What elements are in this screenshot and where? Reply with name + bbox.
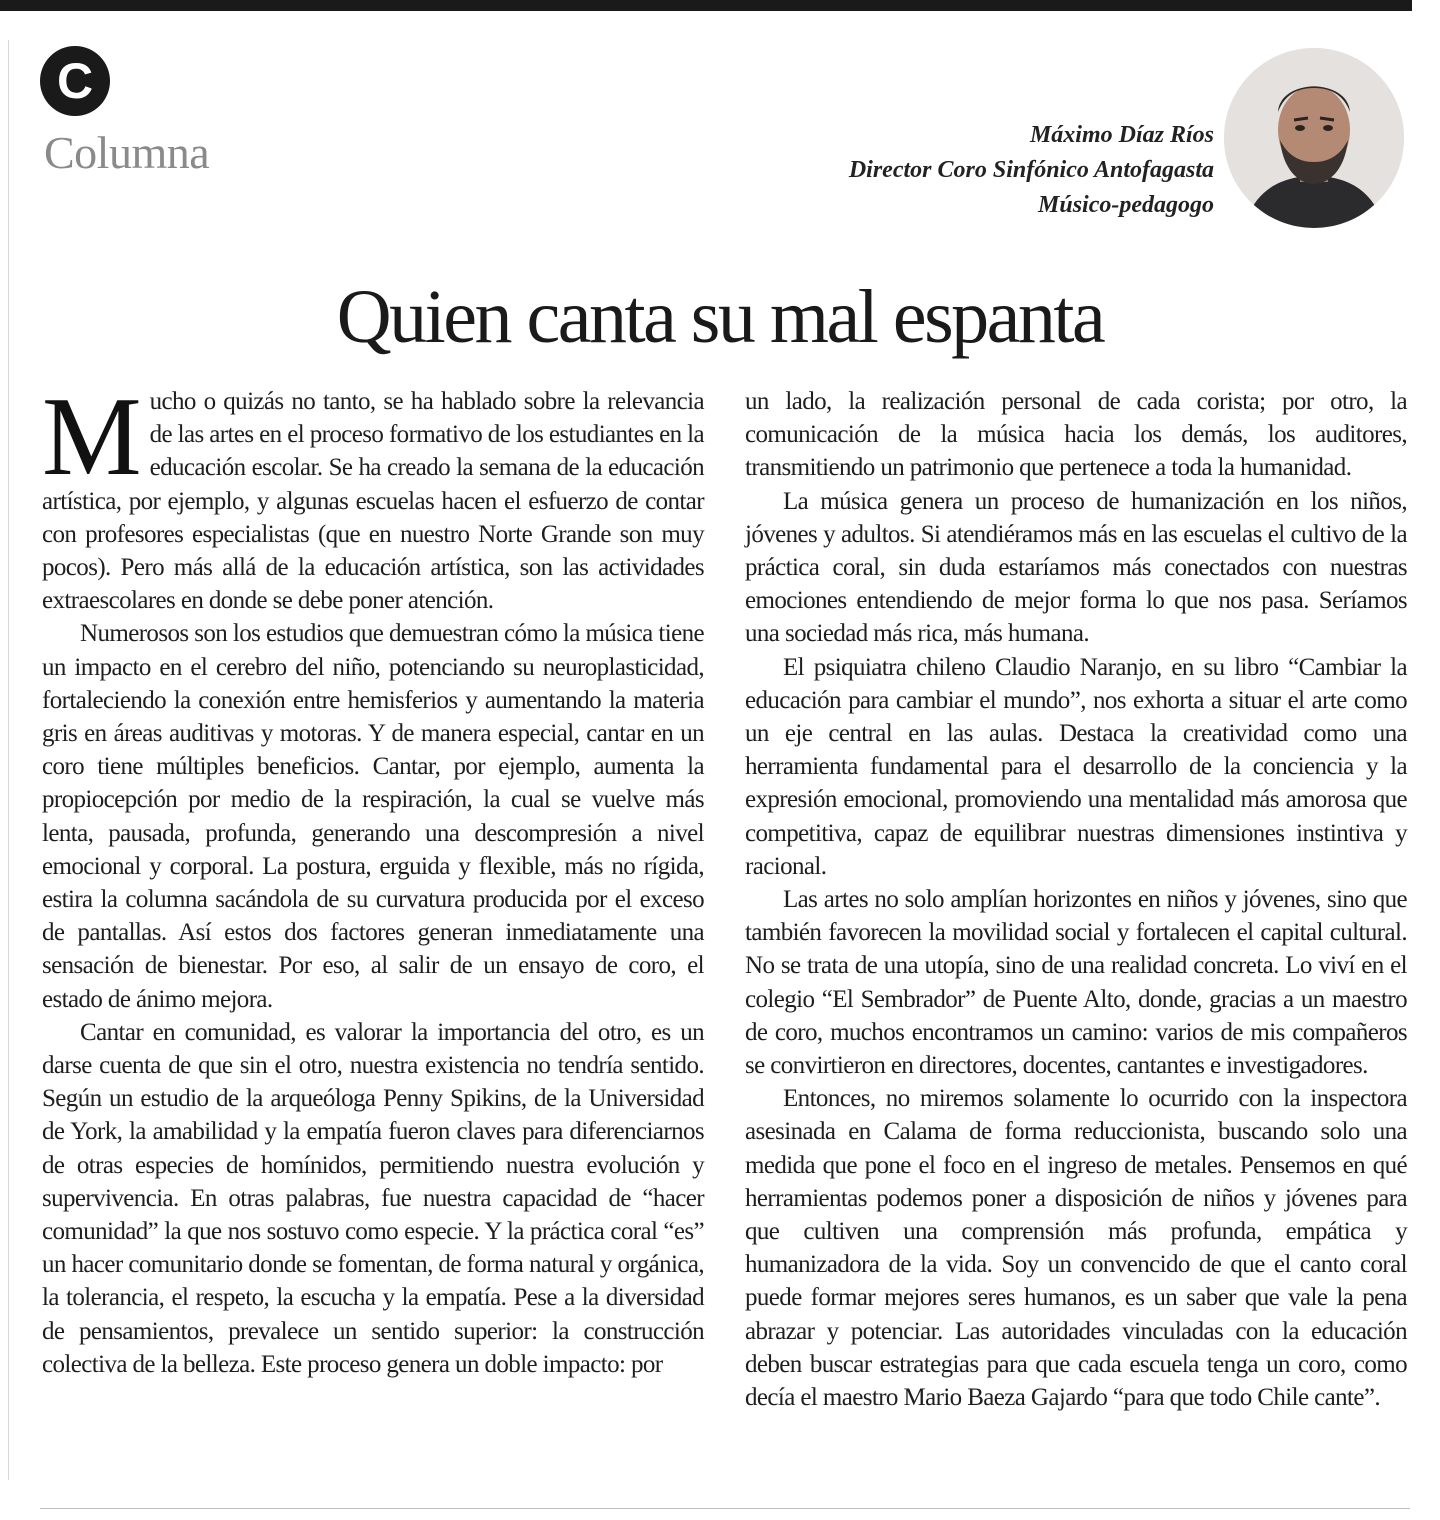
section-badge: C: [40, 46, 110, 116]
left-margin-rule: [8, 40, 9, 1480]
top-border-bar: [0, 0, 1412, 11]
author-byline: [849, 118, 1214, 223]
article-headline: Quien canta su mal espanta: [336, 275, 1104, 359]
article-paragraph: un lado, la realización personal de cada corista; por otro, la comunicación de la música hacia los demás, los auditores, transmitiendo un patrimonio que pertenece a toda la humanidad.: [745, 388, 1407, 482]
author-portrait-image: [1224, 48, 1404, 228]
author-name: Máximo Díaz Ríos: [1029, 122, 1214, 148]
article-paragraph: Cantar en comunidad, es valorar la importancia del otro, es un darse cuenta de que sin el otro, nuestra existencia no tendría sentido. Según un estudio de la arqueóloga Penny Spikins, de la Universidad de York, la amabilidad y la empatía fueron claves para diferenciarnos de otras especies de homínidos, permitiendo nuestra evolución y supervivencia. En otras palabras, fue nuestra capacidad de “hacer comunidad” la que nos sostuvo como especie. Y la práctica coral “es” un hacer comunitario donde se fomentan, de forma natural y orgánica, la tolerancia, el respeto, la escucha y la empatía. Pese a la diversidad de pensamientos, prevalece un sentido superior: la construcción colectiva de la belleza. Este proceso genera un doble impacto: por: [42, 1018, 704, 1378]
author-photo: [1224, 48, 1404, 228]
bottom-rule: [40, 1508, 1410, 1509]
article-paragraph: Numerosos son los estudios que demuestran cómo la música tiene un impacto en el cerebro del niño, potenciando su neuroplasticidad, fortaleciendo la conexión entre hemisferios y aumentando la materia gris en áreas auditivas y motoras. Y de manera especial, cantar en un coro tiene múltiples beneficios. Cantar, por ejemplo, aumenta la propiocepción por medio de la respiración, la cual se vuelve más lenta, pausada, profunda, generando una descompresión a nivel emocional y corporal. La postura, erguida y flexible, más no rígida, estira la columna sacándola de su curvatura producida por el exceso de pantallas. Así estos dos factores generan inmediatamente una sensación de bienestar. Por eso, al salir de un ensayo de coro, el estado de ánimo mejora.: [42, 620, 704, 1013]
article-paragraph: Las artes no solo amplían horizontes en niños y jóvenes, sino que también favorecen la movilidad social y fortalecen el capital cultural. No se trata de una utopía, sino de una realidad concreta. Lo viví en el colegio “El Sembrador” de Puente Alto, donde, gracias a un maestro de coro, muchos encontramos un camino: varios de mis compañeros se convirtieron en directores, docentes, cantantes e investigadores.: [745, 886, 1407, 1080]
section-label: Columna: [44, 127, 210, 178]
article-paragraph: El psiquiatra chileno Claudio Naranjo, en su libro “Cambiar la educación para cambiar el mundo”, nos exhorta a situar el arte como un eje central en las aulas. Destaca la creatividad como una herramienta fundamental para el desarrollo de la conciencia y la expresión emocional, promoviendo una mentalidad más amorosa que competitiva, capaz de equilibrar nuestras dimensiones instintiva y racional.: [745, 653, 1407, 880]
article-paragraph: [42, 375, 704, 617]
paragraph-text: ucho o quizás no tanto, se ha hablado sobre la relevancia de las artes en el proceso formativo de los estudiantes en la educación escolar. Se ha creado la semana de la educación artística, por ejemplo, y algunas escuelas hacen el esfuerzo de contar con profesores especialistas (que en nuestro Norte Grande son muy pocos). Pero más allá de la educación artística, son las actividades extraescolares en donde se debe poner atención.: [42, 388, 704, 615]
article-column-right: [745, 385, 1407, 1414]
drop-cap: M: [42, 375, 142, 499]
author-role: Director Coro Sinfónico Antofagasta: [848, 157, 1214, 183]
author-profession: Músico-pedagogo: [1038, 192, 1214, 218]
article-column-left: [42, 375, 704, 1381]
article-paragraph: La música genera un proceso de humanización en los niños, jóvenes y adultos. Si atendiéramos más en las escuelas el cultivo de la práctica coral, sin duda estaríamos más conectados con nuestras emociones entendiendo de mejor forma lo que nos pasa. Seríamos una sociedad más rica, más humana.: [745, 487, 1407, 648]
article-paragraph: Entonces, no miremos solamente lo ocurrido con la inspectora asesinada en Calama de forma reduccionista, buscando solo una medida que pone el foco en el ingreso de metales. Pensemos en qué herramientas podemos poner a disposición de niños y jóvenes para que cultiven una comprensión más profunda, empática y humanizadora de la vida. Soy un convencido de que el canto coral puede formar mejores seres humanos, es un saber que vale la pena abrazar y potenciar. Las autoridades vinculadas con la educación deben buscar estrategias para que cada escuela tenga un coro, como decía el maestro Mario Baeza Gajardo “para que todo Chile cante”.: [745, 1085, 1407, 1412]
